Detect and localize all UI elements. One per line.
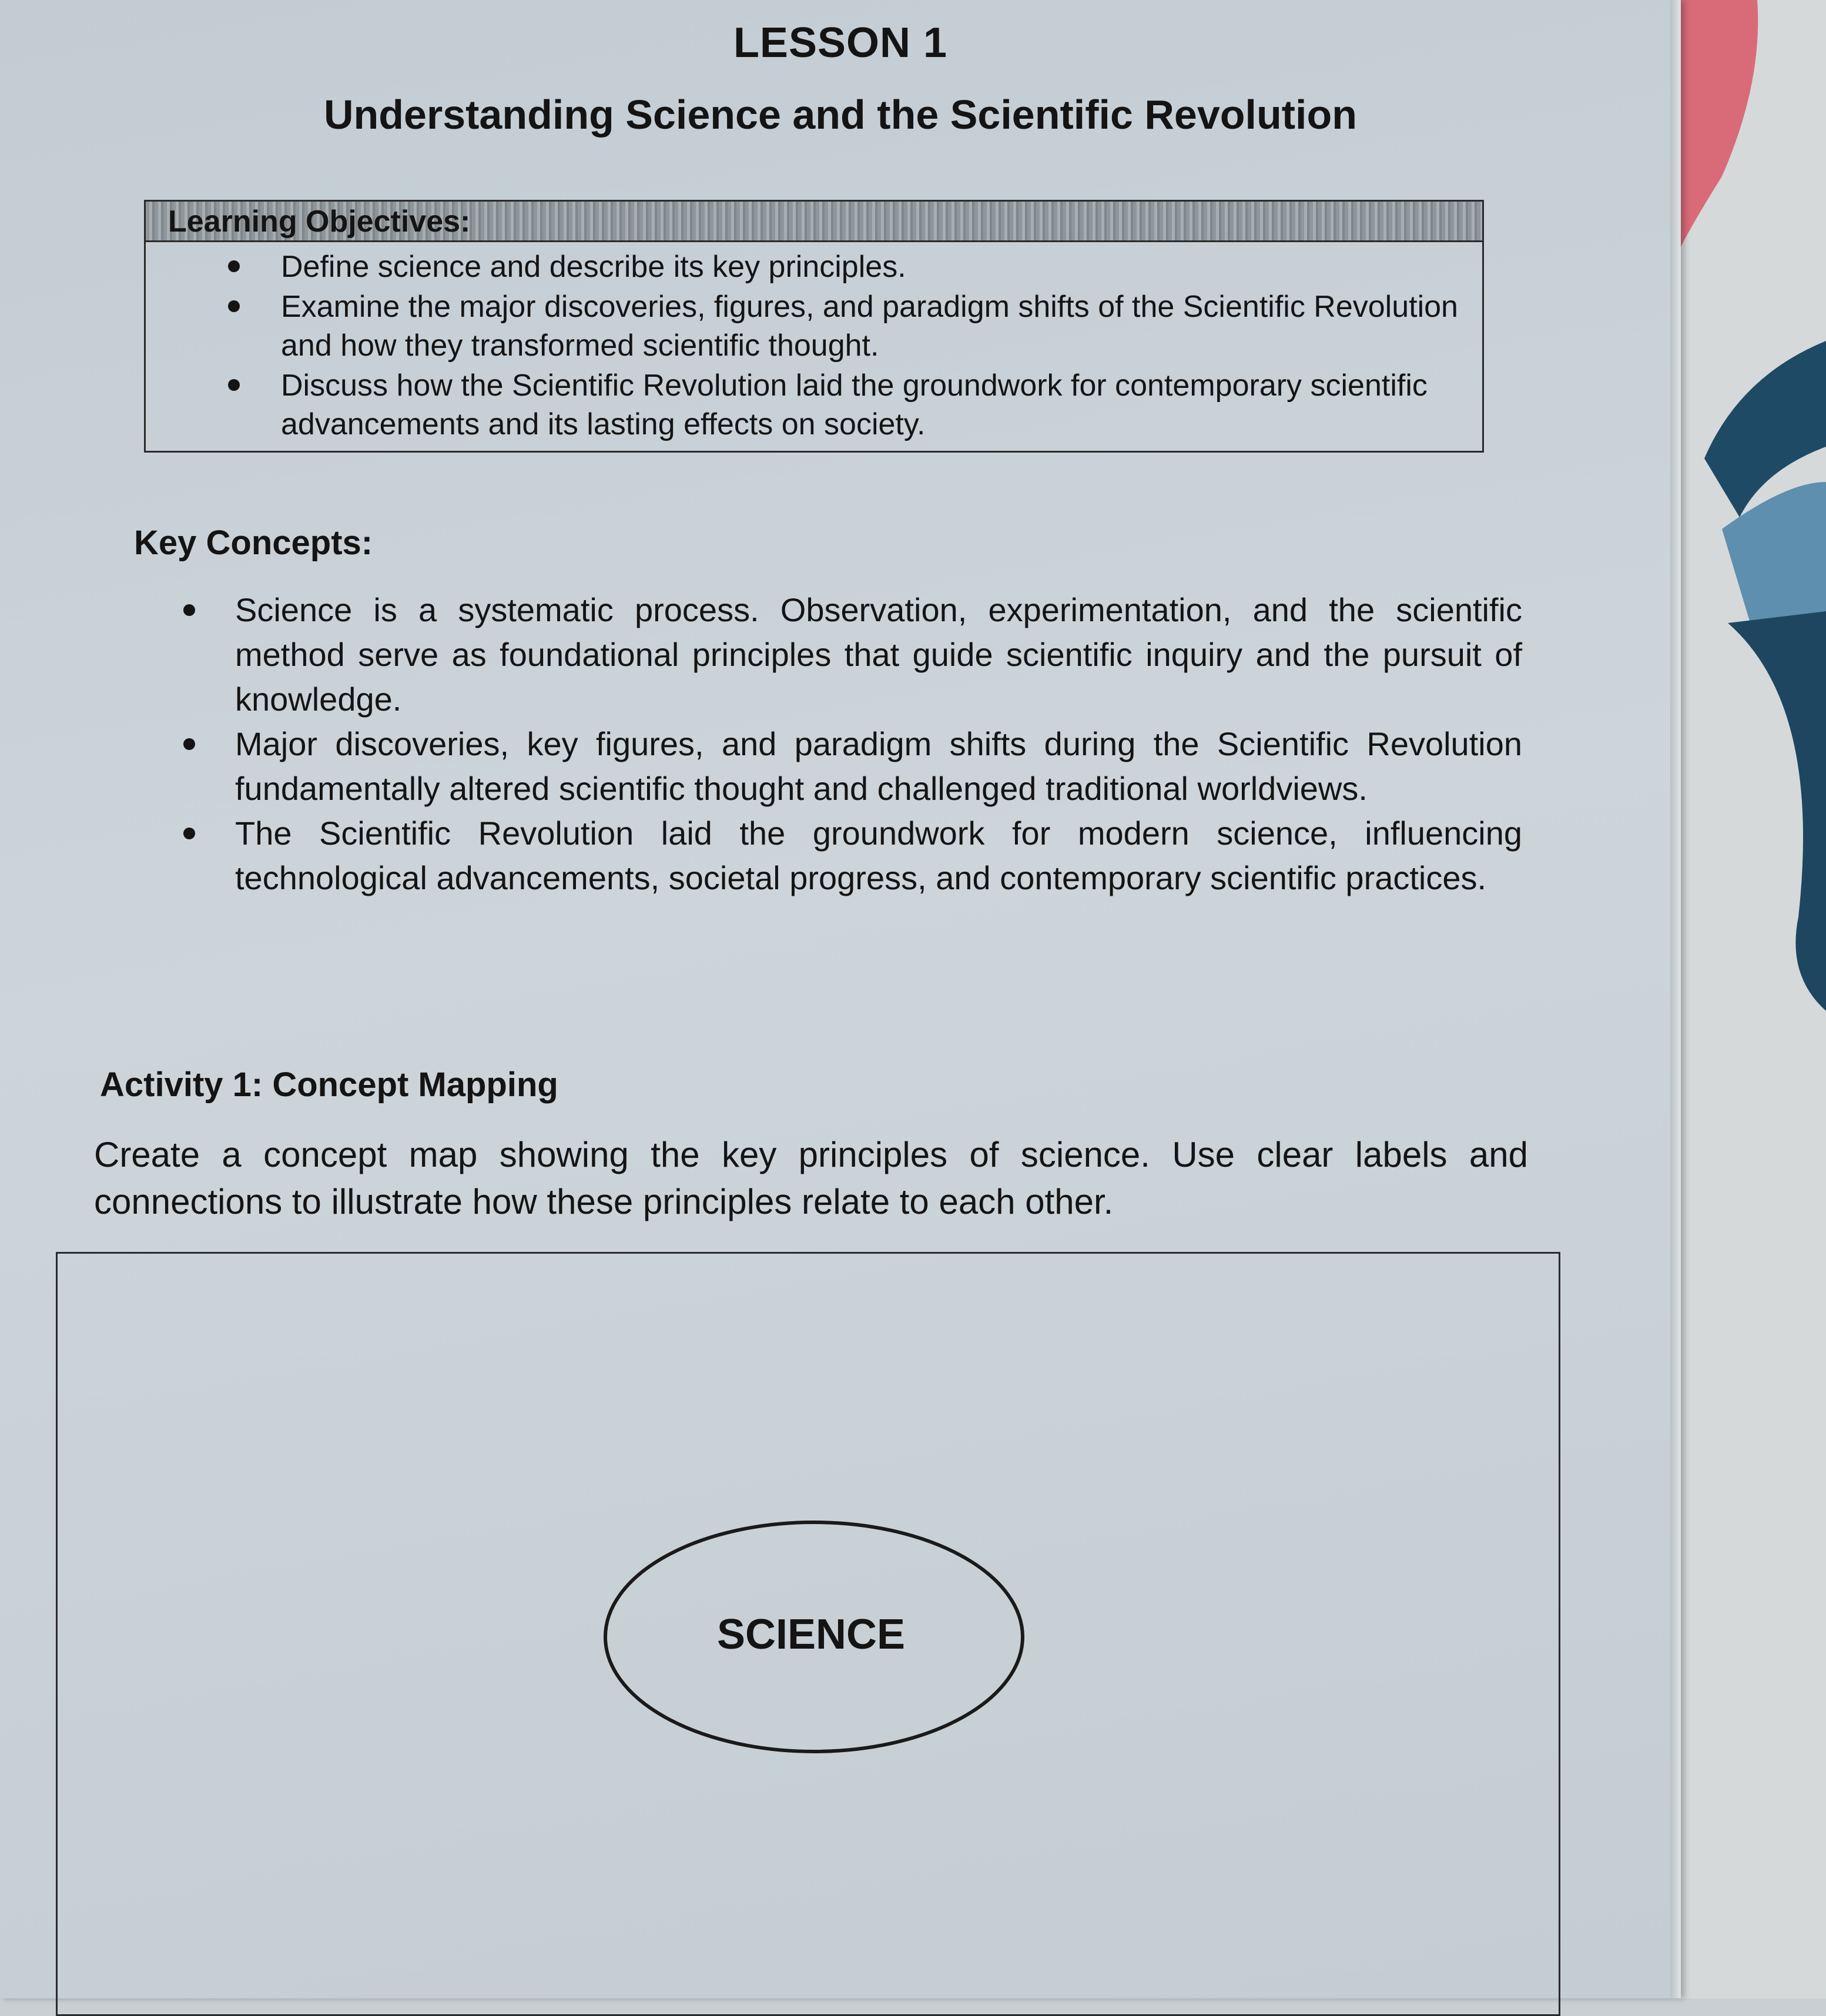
lesson-label: LESSON 1 bbox=[733, 19, 948, 66]
objective-text: Define science and describe its key principles. bbox=[281, 250, 906, 284]
objective-text: Discuss how the Scientific Revolution laid the groundwork for contemporary scientific advancements and its lasting effects on society. bbox=[281, 369, 1428, 441]
lesson-title: Understanding Science and the Scientific Revolution bbox=[323, 92, 1358, 138]
science-node-label: SCIENCE bbox=[716, 1611, 906, 1658]
activity-heading: Activity 1: Concept Mapping bbox=[100, 1066, 558, 1104]
key-concept-text: The Scientific Revolution laid the groundwork for modern science, influencing technological advancements, societal progress, and contemporary scientific practices. bbox=[235, 815, 1522, 896]
learning-objectives-heading: Learning Objectives: bbox=[168, 205, 471, 239]
activity-instructions: Create a concept map showing the key principles of science. Use clear labels and connections to illustrate how these principles relate to each other. bbox=[94, 1135, 1528, 1221]
objective-text: Examine the major discoveries, figures, and paradigm shifts of the Scientific Revolution and how they transformed scientific thought. bbox=[281, 290, 1458, 363]
key-concept-text: Science is a systematic process. Observation, experimentation, and the scientific method serve as foundational principles that guide scientific inquiry and the pursuit of knowledge. bbox=[235, 591, 1522, 718]
key-concepts-heading: Key Concepts: bbox=[134, 524, 373, 562]
key-concept-text: Major discoveries, key figures, and paradigm shifts during the Scientific Revolution fundamentally altered scientific thought and challenged traditional worldviews. bbox=[235, 725, 1522, 807]
